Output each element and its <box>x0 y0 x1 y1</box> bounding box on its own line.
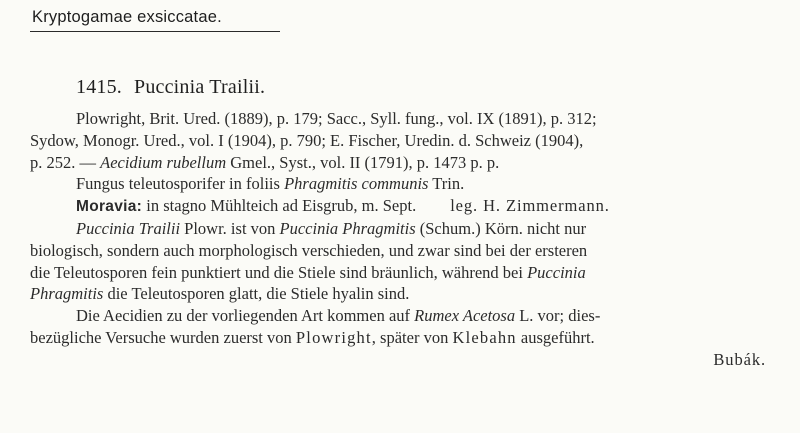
species-ref: Puccinia Trailii <box>76 218 181 238</box>
para-text: , später von <box>371 327 453 347</box>
host-text: Trin. <box>428 174 465 194</box>
paragraph-2-line-2 <box>30 327 770 349</box>
entry-heading <box>76 76 265 99</box>
reference-line-3 <box>30 152 770 174</box>
para-text: die Teleutosporen fein punktiert und die Stiele sind bräunlich, während bei <box>30 262 528 282</box>
ref-text: Gmel., Syst., vol. II (1791), p. 1473 p. p. <box>226 152 500 172</box>
signature: Bubák. <box>713 349 766 369</box>
species-name: Puccinia Trailii. <box>134 76 266 98</box>
locality-label: Moravia: <box>76 198 143 216</box>
author-name: Klebahn <box>452 327 517 347</box>
species-ref: Rumex Acetosa <box>414 306 516 326</box>
entry-number: 1415. <box>76 76 122 98</box>
para-text: (Schum.) Körn. nicht nur <box>415 218 587 238</box>
para-text: L. vor; dies- <box>515 306 601 326</box>
paragraph-1-line-3 <box>30 262 770 284</box>
species-ref: Puccinia <box>527 262 586 282</box>
reference-line-2: Sydow, Monogr. Ured., vol. I (1904), p. 790; E. Fischer, Uredin. d. Schweiz (1904), <box>30 130 584 150</box>
page-header: Kryptogamae exsiccatae. <box>30 8 280 32</box>
collector: leg. H. Zimmermann. <box>450 196 610 216</box>
ref-synonym: Aecidium rubellum <box>100 152 227 172</box>
locality-text: in stagno Mühlteich ad Eisgrub, m. Sept. <box>142 196 417 216</box>
paragraph-1-line-2: biologisch, sondern auch morphologisch verschieden, und zwar sind bei der ersteren <box>30 240 588 260</box>
author-name: Plowright <box>295 327 372 347</box>
para-text: bezügliche Versuche wurden zuerst von <box>30 327 296 347</box>
reference-line-1: Plowright, Brit. Ured. (1889), p. 179; Sacc., Syll. fung., vol. IX (1891), p. 312; <box>76 109 597 128</box>
paragraph-2-line-1 <box>76 305 770 327</box>
species-ref: Phragmitis <box>30 284 104 304</box>
species-ref: Puccinia Phragmitis <box>279 218 416 238</box>
paragraph-1-line-1 <box>76 218 770 240</box>
entry-body <box>30 108 770 371</box>
para-text: die Teleutosporen glatt, die Stiele hyalin sind. <box>103 284 410 304</box>
locality-line <box>76 195 770 218</box>
para-text: Die Aecidien zu der vorliegenden Art kommen auf <box>76 306 415 326</box>
host-line <box>76 173 770 195</box>
ref-text: p. 252. — <box>30 152 101 172</box>
paragraph-1-line-4 <box>30 283 770 305</box>
host-species: Phragmitis communis <box>284 174 429 194</box>
para-text: ausgeführt. <box>516 327 595 347</box>
host-text: Fungus teleutosporifer in foliis <box>76 174 285 194</box>
para-text: Plowr. ist von <box>180 218 280 238</box>
